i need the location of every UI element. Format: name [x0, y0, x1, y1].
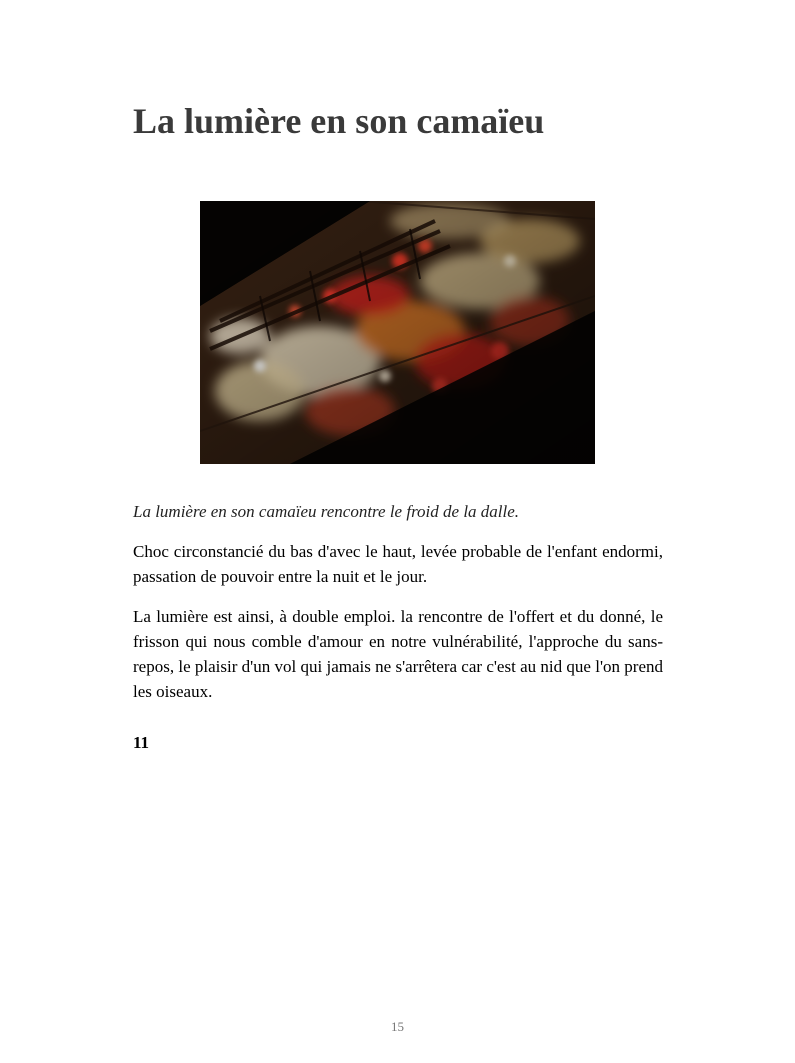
- stained-glass-light-photo: [200, 201, 595, 464]
- page-number: 15: [391, 1019, 404, 1034]
- page-title: La lumière en son camaïeu: [133, 101, 545, 141]
- photo-illustration: [200, 201, 595, 464]
- paragraph-1: Choc circonstancié du bas d'avec le haut, levée probable de l'enfant endormi, passation de pouvoir entre la nuit et le jour.: [133, 542, 663, 586]
- photo-caption: La lumière en son camaïeu rencontre le froid de la dalle.: [133, 502, 520, 521]
- chapter-number: 11: [133, 733, 150, 752]
- paragraph-2: La lumière est ainsi, à double emploi. la rencontre de l'offert et du donné, le frisson qui nous comble d'amour en notre vulnérabilité, l'approche du sans-repos, le plaisir d'un vol qui jamais ne s'arrêtera car c'est au nid que l'on prend les oiseaux.: [133, 607, 663, 701]
